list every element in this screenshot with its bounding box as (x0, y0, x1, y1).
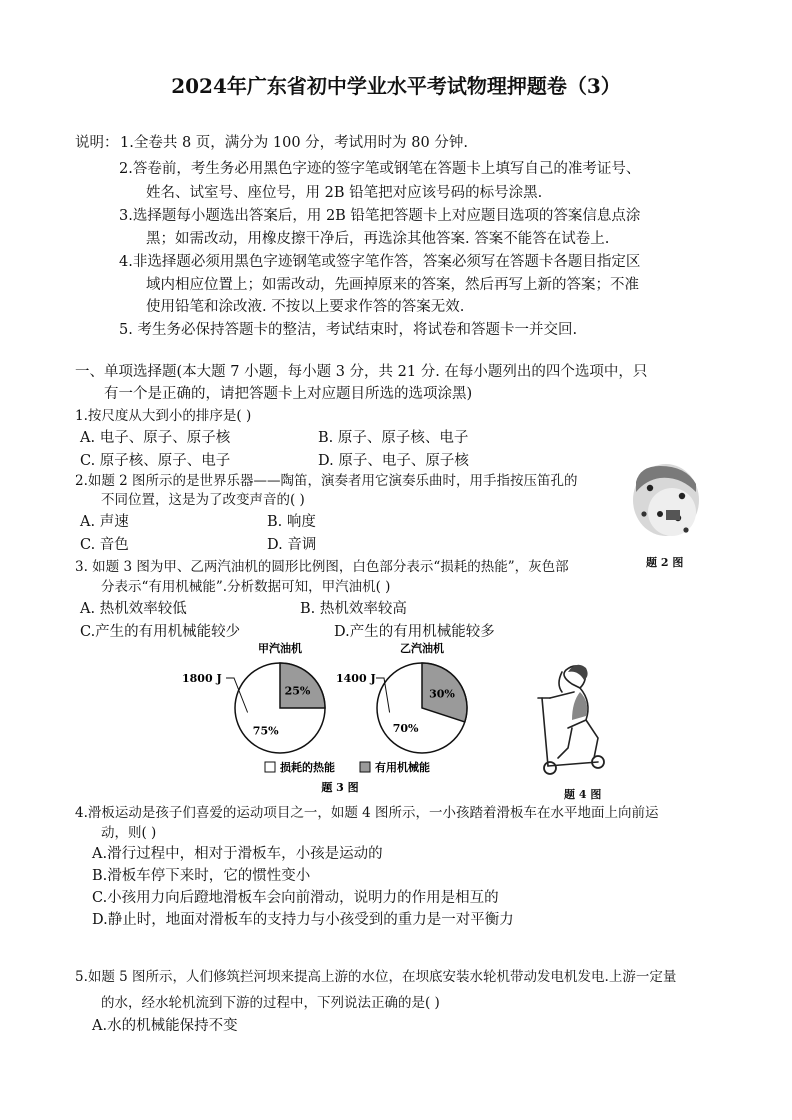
instruction-line: 5. 考生务必保持答题卡的整洁，考试结束时，将试卷和答题卡一并交回. (119, 322, 578, 338)
annotation-b: 1400 J (336, 672, 376, 685)
instruction-line: 2.答卷前，考生务必用黑色字迹的签字笔或钢笔在答题卡上填写自己的准考证号、 (119, 161, 641, 177)
pie-charts-figure (170, 638, 470, 798)
instructions-lead: 说明： (75, 135, 119, 151)
pie-label-wasted: 75% (252, 724, 279, 738)
instruction-line: 姓名、试室号、座位号，用 2B 铅笔把对应该号码的标号涂黑. (146, 185, 543, 201)
option-a: A.水的机械能保持不变 (92, 1018, 238, 1034)
question-stem: 5.如题 5 图所示，人们修筑拦河坝来提高上游的水位，在坝底安装水轮机带动发电机发电.上游一定量 (75, 969, 677, 985)
question-stem: 2.如题 2 图所示的是世界乐器——陶笛，演奏者用它演奏乐曲时，用手指按压笛孔的 (75, 473, 578, 489)
legend-label-useful: 有用机械能 (375, 761, 430, 774)
option-a: A. 声速 (80, 514, 129, 530)
instruction-line: 黑；如需改动，用橡皮擦干净后，再选涂其他答案. 答案不能答在试卷上. (146, 231, 610, 247)
instruction-line: 4.非选择题必须用黑色字迹钢笔或签字笔作答，答案必须写在答题卡各题目指定区 (119, 254, 641, 270)
chart-title-a: 甲汽油机 (258, 642, 302, 655)
question-stem: 的水，经水轮机流到下游的过程中，下列说法正确的是( ) (101, 995, 440, 1011)
chart-title-b: 乙汽油机 (400, 642, 444, 655)
pie-label-useful: 30% (429, 687, 455, 701)
legend-swatch-wasted (265, 762, 275, 772)
pie-label-wasted: 70% (392, 721, 419, 735)
annotation-a: 1800 J (182, 672, 222, 685)
option-a: A. 热机效率较低 (80, 601, 187, 617)
option-d: D.产生的有用机械能较多 (334, 624, 495, 640)
figure-caption: 题 3 图 (321, 781, 359, 794)
scooter-figure (528, 658, 628, 786)
instruction-line: 3.选择题每小题选出答案后，用 2B 铅笔把答题卡上对应题目选项的答案信息点涂 (119, 208, 641, 224)
option-c: C.产生的有用机械能较少 (80, 624, 241, 640)
option-b: B. 原子、原子核、电子 (318, 430, 469, 446)
section-heading: 有一个是正确的，请把答题卡上对应题目所选的选项涂黑) (104, 386, 473, 402)
option-d: D.静止时，地面对滑板车的支持力与小孩受到的重力是一对平衡力 (92, 912, 514, 928)
page-title: 2024年广东省初中学业水平考试物理押题卷（3） (171, 74, 621, 98)
option-a: A.滑行过程中，相对于滑板车，小孩是运动的 (92, 846, 383, 862)
instruction-line: 使用铅笔和涂改液. 不按以上要求作答的答案无效. (146, 299, 465, 315)
option-d: D. 原子、电子、原子核 (318, 453, 469, 469)
section-heading: 一、单项选择题(本大题 7 小题，每小题 3 分，共 21 分. 在每小题列出的四个选项中，只 (75, 364, 648, 380)
legend-swatch-useful (360, 762, 370, 772)
option-c: C. 原子核、原子、电子 (80, 453, 231, 469)
question-stem: 3. 如题 3 图为甲、乙两汽油机的圆形比例图，白色部分表示“损耗的热能”，灰色部 (75, 559, 569, 575)
option-c: C. 音色 (80, 537, 129, 553)
option-b: B. 热机效率较高 (300, 601, 407, 617)
ocarina-figure (630, 462, 700, 550)
question-stem: 4.滑板运动是孩子们喜爱的运动项目之一，如题 4 图所示，一小孩踏着滑板车在水平地面上向前运 (75, 805, 659, 821)
pie-label-useful: 25% (284, 684, 311, 698)
option-b: B. 响度 (267, 514, 316, 530)
question-stem: 不同位置，这是为了改变声音的( ) (101, 492, 305, 508)
figure-caption: 题 4 图 (564, 788, 602, 801)
figure-caption: 题 2 图 (646, 556, 684, 569)
option-d: D. 音调 (267, 537, 317, 553)
question-stem: 分表示“有用机械能”.分析数据可知，甲汽油机( ) (101, 579, 391, 595)
legend-label-wasted: 损耗的热能 (280, 761, 335, 774)
option-b: B.滑板车停下来时，它的惯性变小 (92, 868, 311, 884)
question-stem: 1.按尺度从大到小的排序是( ) (75, 408, 252, 424)
option-c: C.小孩用力向后蹬地滑板车会向前滑动，说明力的作用是相互的 (92, 890, 499, 906)
option-a: A. 电子、原子、原子核 (80, 430, 231, 446)
question-stem: 动，则( ) (101, 825, 157, 841)
instruction-line: 域内相应位置上；如需改动，先画掉原来的答案，然后再写上新的答案；不准 (146, 277, 639, 293)
instruction-line: 1.全卷共 8 页，满分为 100 分，考试用时为 80 分钟. (120, 135, 468, 151)
